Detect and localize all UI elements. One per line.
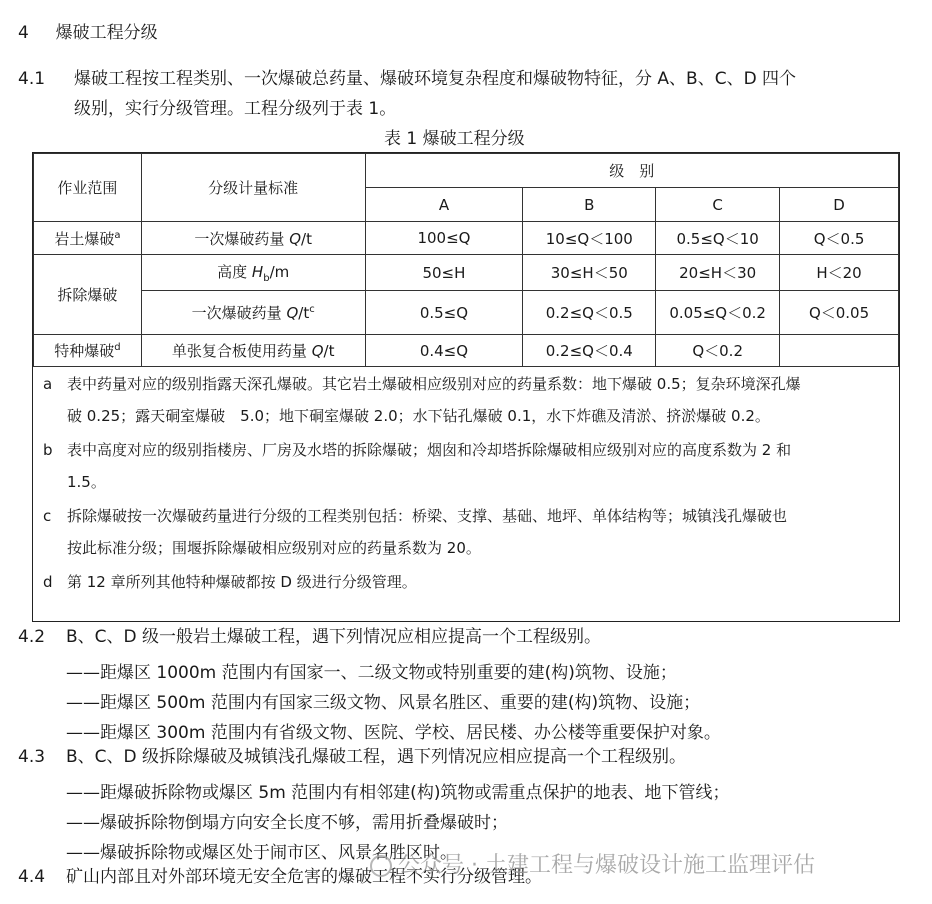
value-cell-a: 50≤H — [365, 255, 523, 291]
header-level: 级 别 — [365, 154, 898, 188]
standard-cell: 一次爆破药量 Q/t — [141, 222, 365, 255]
header-b: B — [523, 188, 656, 222]
header-d: D — [780, 188, 899, 222]
value-cell-b: 0.2≤Q＜0.4 — [523, 335, 656, 367]
watermark-text: 公众号 · 土建工程与爆破设计施工监理评估 — [398, 853, 815, 878]
note-a-line2: 破 0.25；露天硐室爆破 5.0；地下硐室爆破 2.0；水下钻孔爆破 0.1，水下炸礁及清淤、挤淤爆破 0.2。 — [67, 407, 770, 425]
note-c: c 拆除爆破按一次爆破药量进行分级的工程类别包括：桥梁、支撑、基础、地坪、单体结构等；城镇浅孔爆破也 — [43, 507, 788, 525]
value-cell-b: 30≤H＜50 — [523, 255, 656, 291]
clause-4-3 — [18, 742, 686, 772]
value-cell-a: 0.4≤Q — [365, 335, 523, 367]
grading-table — [32, 152, 900, 622]
value-cell-d: Q＜0.5 — [780, 222, 899, 255]
standard-cell: 一次爆破药量 $Q/t^c$ — [141, 291, 365, 335]
table-caption: 表 1 爆破工程分级 — [384, 129, 525, 149]
list-item: ——距爆区 300m 范围内有省级文物、医院、学校、居民楼、办公楼等重要保护对象。 — [66, 723, 721, 743]
table-row — [34, 335, 899, 367]
value-cell-d: Q＜0.05 — [780, 291, 899, 335]
list-item: ——距爆区 500m 范围内有国家三级文物、风景名胜区、重要的建(构)筑物、设施； — [66, 693, 701, 713]
list-item: ——爆破拆除物或爆区处于闹市区、风景名胜区时。 — [66, 843, 457, 863]
value-cell-d — [780, 335, 899, 367]
note-a: a 表中药量对应的级别指露天深孔爆破。其它岩土爆破相应级别对应的药量系数：地下爆破 0.5；复杂环境深孔爆 — [43, 375, 801, 393]
table-row — [34, 255, 899, 291]
clause-text: 矿山内部且对外部环境无安全危害的爆破工程不实行分级管理。 — [66, 867, 542, 887]
note-c-line2: 按此标准分级；围堰拆除爆破相应级别对应的药量系数为 20。 — [67, 539, 481, 557]
value-cell-b: 0.2≤Q＜0.5 — [523, 291, 656, 335]
list-item: ——距爆破拆除物或爆区 5m 范围内有相邻建(构)筑物或需重点保护的地表、地下管线； — [66, 783, 730, 803]
scope-cell: 特种爆破$^d$ — [34, 335, 142, 367]
watermark — [370, 848, 815, 879]
value-cell-a: 0.5≤Q — [365, 291, 523, 335]
section-title: 爆破工程分级 — [55, 23, 158, 43]
standard-cell: 单张复合板使用药量 Q/t — [141, 335, 365, 367]
table-row — [34, 222, 899, 255]
clause-text: B、C、D 级一般岩土爆破工程，遇下列情况应相应提高一个工程级别。 — [66, 627, 602, 647]
clause-number: 4.2 — [18, 627, 46, 647]
clause-4-1-line2: 级别，实行分级管理。工程分级列于表 1。 — [74, 99, 397, 119]
value-cell-c: Q＜0.2 — [656, 335, 780, 367]
clause-text: B、C、D 级拆除爆破及城镇浅孔爆破工程，遇下列情况应相应提高一个工程级别。 — [66, 747, 687, 767]
value-cell-b: 10≤Q＜100 — [523, 222, 656, 255]
value-cell-c: 0.05≤Q＜0.2 — [656, 291, 780, 335]
clause-number: 4.3 — [18, 747, 46, 767]
clause-4-1 — [18, 64, 796, 94]
header-standard: 分级计量标准 — [141, 154, 365, 222]
scope-cell: 岩土爆破$^a$ — [34, 222, 142, 255]
standard-cell: 高度 $H_b/m$ — [141, 255, 365, 291]
value-cell-d: H＜20 — [780, 255, 899, 291]
header-c: C — [656, 188, 780, 222]
clause-number: 4.4 — [18, 867, 46, 887]
wechat-icon — [370, 855, 392, 877]
list-item: ——距爆区 1000m 范围内有国家一、二级文物或特别重要的建(构)筑物、设施； — [66, 663, 677, 683]
table-header-row — [34, 154, 899, 188]
header-scope: 作业范围 — [34, 154, 142, 222]
note-b: b 表中高度对应的级别指楼房、厂房及水塔的拆除爆破；烟囱和冷却塔拆除爆破相应级别对应的高度系数为 2 和 — [43, 441, 792, 459]
note-b-line2: 1.5。 — [67, 473, 106, 491]
grading-table-grid — [33, 153, 899, 367]
clause-4-2 — [18, 622, 601, 652]
section-number: 4 — [18, 23, 29, 43]
section-heading — [18, 18, 158, 43]
clause-number: 4.1 — [18, 69, 46, 89]
value-cell-c: 0.5≤Q＜10 — [656, 222, 780, 255]
value-cell-c: 20≤H＜30 — [656, 255, 780, 291]
clause-text-line1: 爆破工程按工程类别、一次爆破总药量、爆破环境复杂程度和爆破物特征，分 A、B、C、D 四个 — [74, 69, 797, 89]
scope-cell: 拆除爆破 — [34, 255, 142, 335]
value-cell-a: 100≤Q — [365, 222, 523, 255]
list-item: ——爆破拆除物倒塌方向安全长度不够，需用折叠爆破时； — [66, 813, 508, 833]
header-a: A — [365, 188, 523, 222]
note-d: d 第 12 章所列其他特种爆破都按 D 级进行分级管理。 — [43, 573, 417, 591]
table-row — [34, 291, 899, 335]
